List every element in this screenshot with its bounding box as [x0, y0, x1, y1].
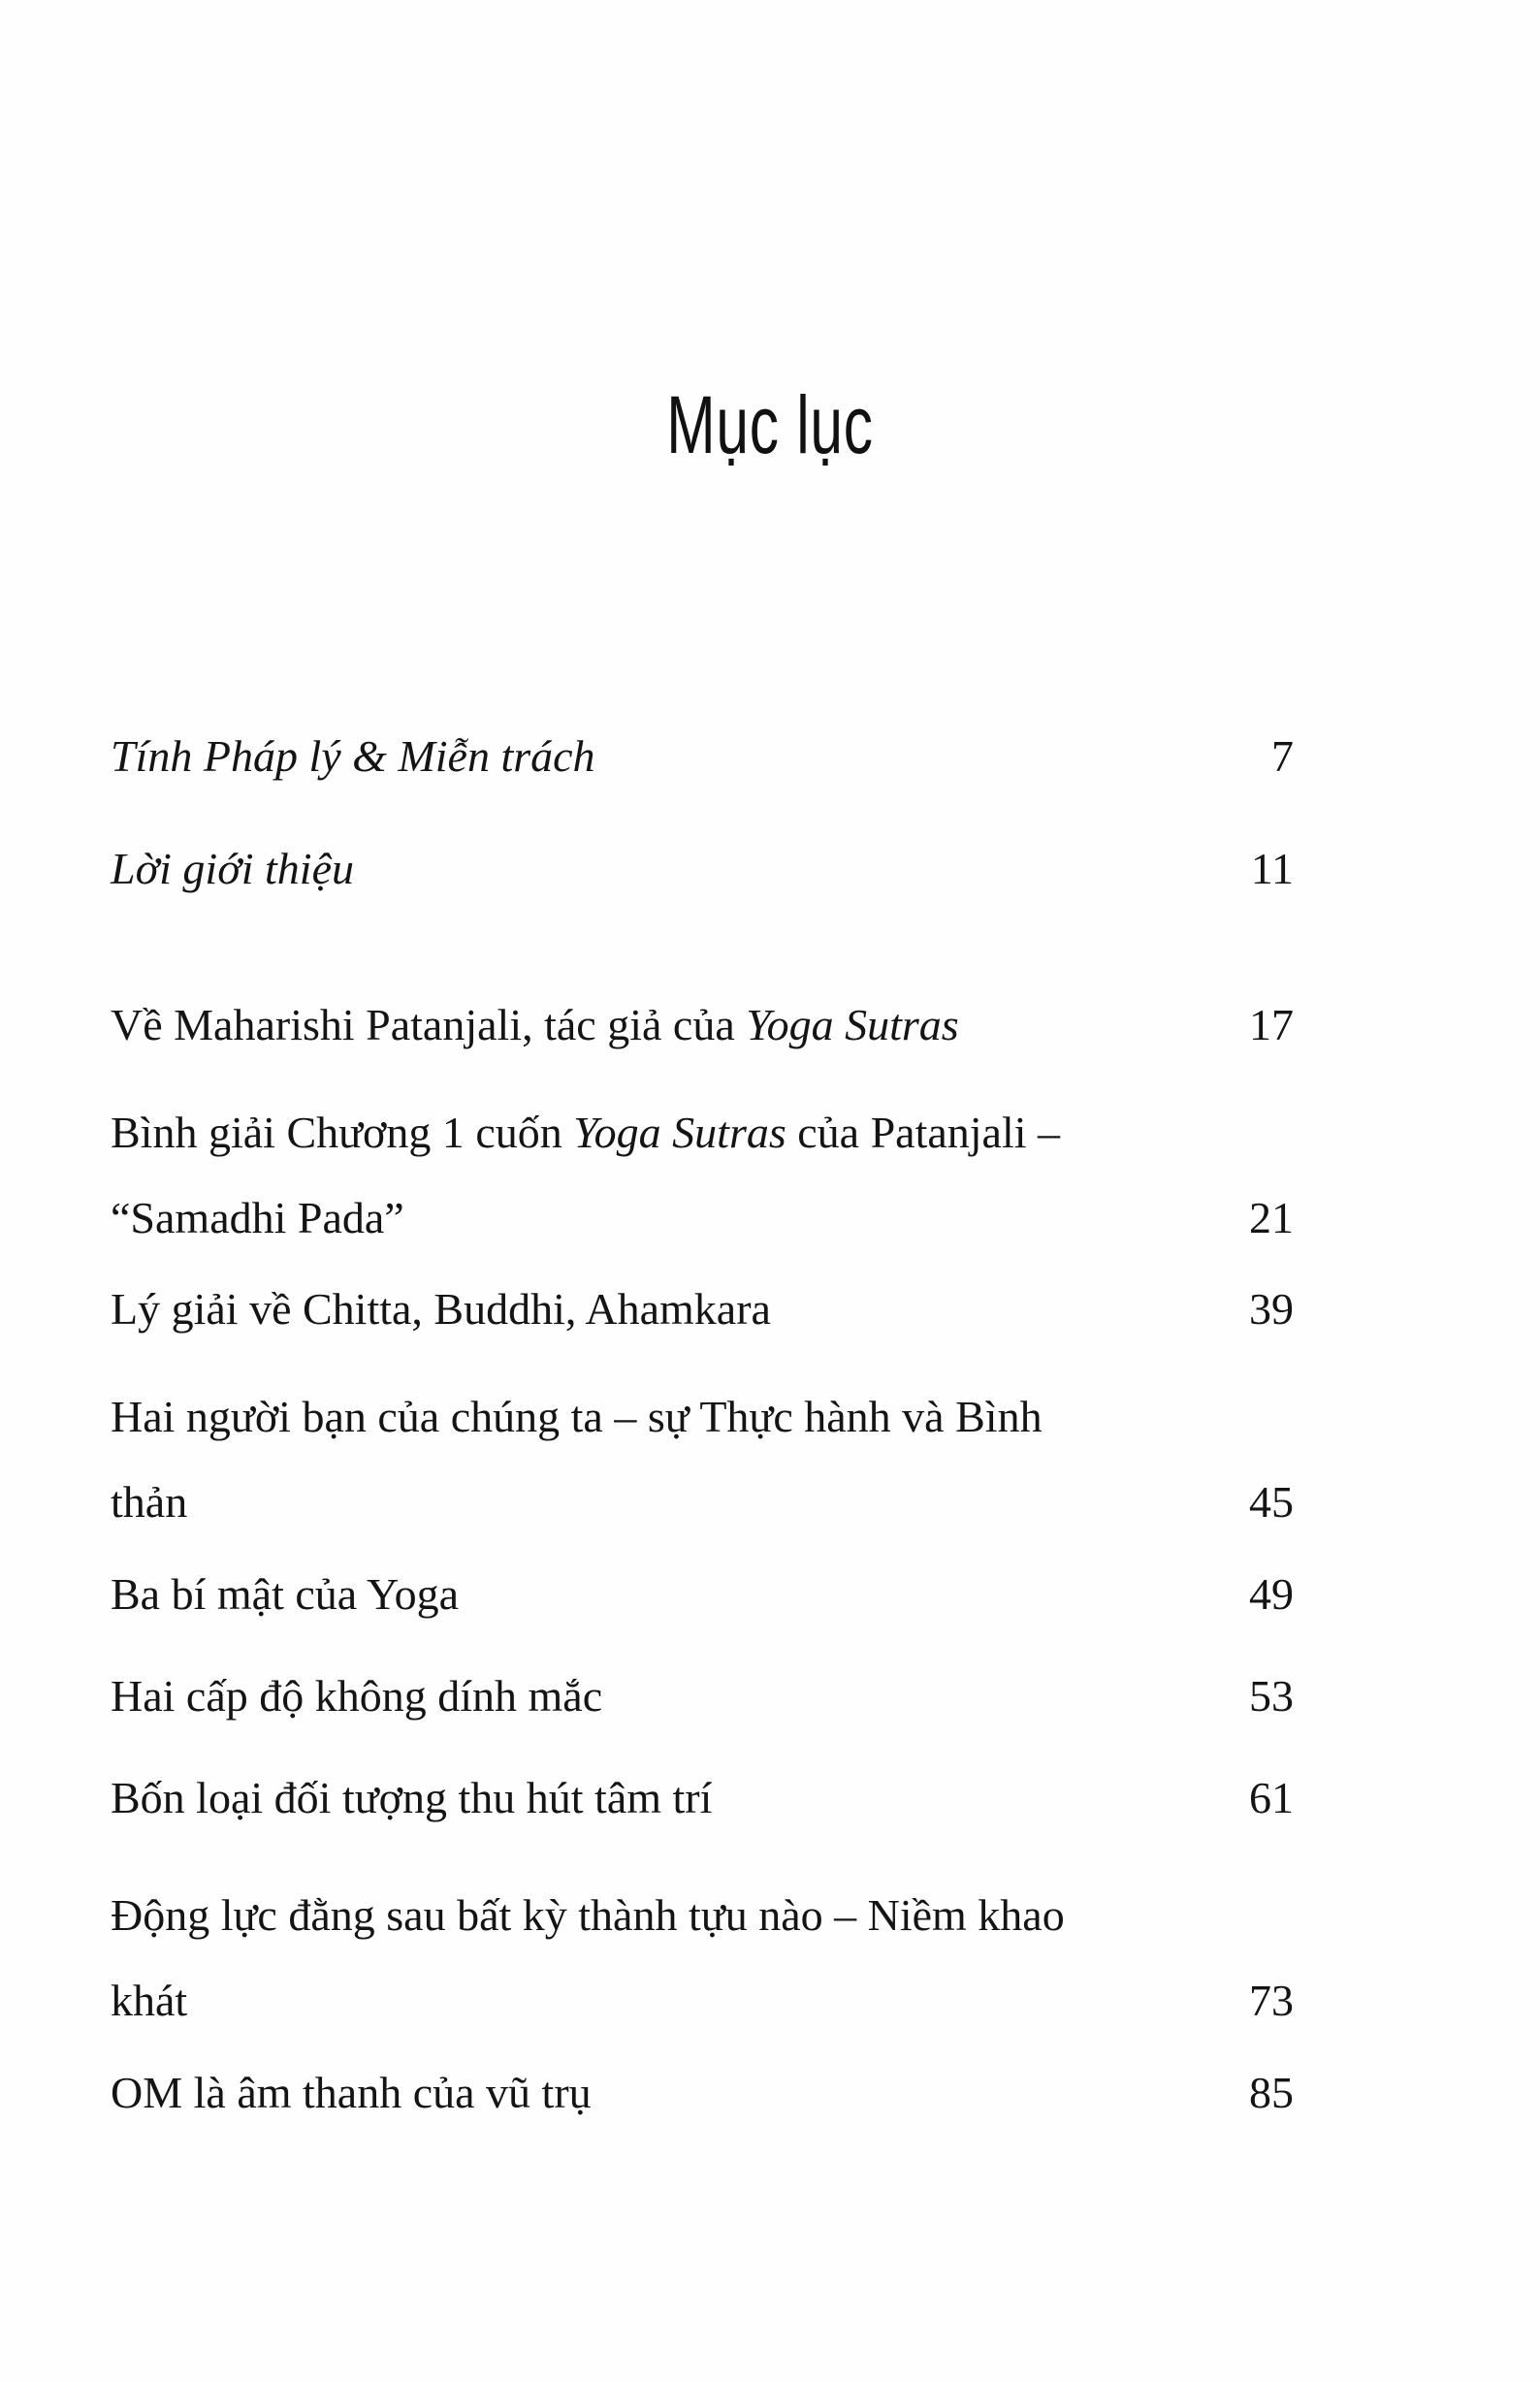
entry-text-part: Yoga Sutras: [573, 1108, 786, 1157]
toc-entry: [111, 1267, 1294, 1352]
entry-text-part: Về Maharishi Patanjali, tác giả của: [111, 1000, 747, 1049]
toc-page-number: 53: [1249, 1671, 1294, 1721]
toc-entry-title: [111, 1654, 1119, 1739]
toc-entry-title: [111, 1873, 1080, 2044]
toc-page-number: 49: [1249, 1569, 1294, 1619]
toc-entry: [111, 982, 1294, 1068]
entry-text-part: Lý giải về Chitta, Buddhi, Ahamkara: [111, 1284, 771, 1334]
toc-page-number: 73: [1249, 1976, 1294, 2025]
toc-entry: [111, 1755, 1294, 1841]
toc-entry-title: [111, 1090, 1080, 1261]
entry-text-part: Động lực đằng sau bất kỳ thành tựu nào – Niềm khao khát: [111, 1890, 1065, 2025]
toc-page-number: 85: [1249, 2068, 1294, 2117]
toc-entry-title: [111, 1552, 1119, 1637]
entry-text-part: Bốn loại đối tượng thu hút tâm trí: [111, 1773, 713, 1822]
toc-entry: [111, 1552, 1294, 1637]
entry-text-part: OM là âm thanh của vũ trụ: [111, 2068, 592, 2117]
toc-page-number: 21: [1249, 1193, 1294, 1242]
entry-text-part: Hai người bạn của chúng ta – sự Thực hành và Bình thản: [111, 1392, 1043, 1527]
toc-entry: [111, 714, 1294, 799]
entry-text-part: Ba bí mật của Yoga: [111, 1569, 460, 1619]
toc-page-number: 7: [1271, 731, 1294, 781]
toc-entry: [111, 1873, 1294, 2044]
toc-page-number: 39: [1249, 1284, 1294, 1334]
toc-entry-title: [111, 1374, 1080, 1545]
entry-text-part: Lời giới thiệu: [111, 844, 355, 893]
toc-page-number: 61: [1249, 1773, 1294, 1822]
toc-entry-title: [111, 714, 1119, 799]
entry-text-part: Bình giải Chương 1 cuốn: [111, 1108, 574, 1157]
toc-entry: [111, 1654, 1294, 1739]
toc-page-number: 45: [1249, 1477, 1294, 1527]
toc-page-number: 17: [1249, 1000, 1294, 1049]
toc-entry-title: [111, 1755, 1119, 1841]
toc-entry: [111, 826, 1294, 912]
toc-entry-title: [111, 2050, 1119, 2136]
page-title: Mục lục: [666, 379, 874, 470]
entry-text-part: Hai cấp độ không dính mắc: [111, 1671, 603, 1721]
toc-entry-title: [111, 826, 1119, 912]
toc-entry-title: [111, 1267, 1119, 1352]
toc-entry-title: [111, 982, 1119, 1068]
entry-text-part: Yoga Sutras: [746, 1000, 959, 1049]
entry-text-part: của Patanjali – “Samadhi Pada”: [111, 1108, 1061, 1242]
entry-text-part: Tính Pháp lý & Miễn trách: [111, 731, 595, 781]
toc-page-number: 11: [1250, 844, 1294, 893]
toc-entry: [111, 2050, 1294, 2136]
toc-entry: [111, 1374, 1294, 1545]
toc-entry: [111, 1090, 1294, 1261]
